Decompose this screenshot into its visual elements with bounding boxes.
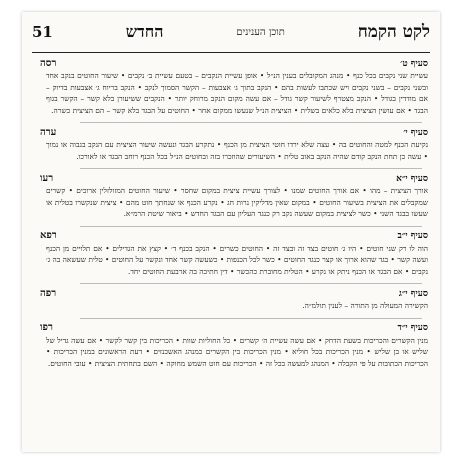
toc-section [40, 56, 428, 116]
section-entries: נקיעת הכנף למטה והחוטים בה • עצה שלא ירדו חוטי הציצית מן הכנף • נתקרע הבגד ונעשה שיעור הציצית עם הנקב בגבוה או נמוך • עשה כן תחת הנקב קודם שהיה הנקב באוב טלית • השיעורים שהוזכרו בזה ובחוטים הנ״ל בכל הכנף רוחב הבגד או לאורכו. [46, 140, 428, 161]
section-page-ref: רסה [40, 57, 57, 69]
section-page-ref: רעו [40, 172, 54, 184]
section-title: סעיף ט׳ [400, 58, 428, 69]
section-page-ref: רפה [40, 287, 57, 299]
section-page-ref: רפא [40, 230, 57, 241]
book-title-left: החדש [125, 22, 164, 41]
page-number: 51 [32, 23, 53, 41]
section-divider [80, 226, 422, 227]
section-title: סעיף י״ד [397, 323, 428, 333]
toc-section [40, 171, 428, 220]
table-of-contents [40, 56, 428, 446]
section-entries: הוה לו רק שני חוטים • היו ג׳ חוטים בצד זה ובצד זה • החוטים כשרים • הנקב בכנף ד׳ • קצץ את הגדילים • אם תלויים מן הכנף ועשה קשר • בגד שהוא ארוך או קצר כנגד החוטים • כשר לכל הכנפות • כשעשה קשר אחד ונקשר על החוטים • טלית שעשאה בה ג׳ נקבים • אם הבגד או הכנף ניתק או נקרע • הטלית מחוברת כהכשר • דין חתיכה בה ארבעת החוטים יחד. [46, 243, 428, 276]
section-entries: עשיית שני נקבים בכל כנף • מנהג המקובלים בענין הנ״ל • אופן עשיית הנקבים – בטעם עשיית ב׳ נקבים • שיעור החוטים בנקב אחד ובשני נקבים – בשני נקבים ויש שכתבו לעשות בהם • הנקב בתוך ג׳ אצבעות – הקשר הסמוך לנקב • הנקב בריוח ג׳ אצבעות בדיוק – אם מודדין בגודל • הנקב מצטרף לשיעור קשר גודל – אם עשה מקום הנקב מרוחק יותר • הנקבים ששיעורן בלא קשר – הקשר בגוף הבגד • אם עושין הציצית בלא כלאים בשלית • הציצית הנ״ל שנעשו ממקום אחר • החוטים על הבגד בלא קשר – הם הציצית כשרה. [46, 71, 428, 115]
section-title: סעיף י׳ [403, 127, 428, 138]
book-page [22, 12, 440, 452]
section-entries: אורך הציצית – מהו • אם אורך החוטים שמנו • לצורך עשיית ציצית במקום שחסר • שיעור החוטים המזולזלין ארוכים • קשרים שמקבלים את הציצית בשיעור החוטים • במקום שאין מדליקין נרות חג • נקרע הכנף או שנחתך חוט מהם • ציצית שנקשרו בטלית או שעשו בבגד השני • כשר לציצית במקום שעשה נקב רק כנגד העליון עם הבגד החדש • ביאור שיטת הרמ״א. [46, 186, 428, 218]
section-page-ref: רפו [40, 322, 53, 333]
section-page-ref: ערה [40, 126, 57, 138]
page-header [32, 12, 430, 53]
section-divider [80, 283, 422, 284]
section-entries: הקשירה המעולה מן התורה – לענין תולמ״ה. [302, 301, 428, 310]
section-divider [80, 318, 422, 319]
book-title-right: לקט הקמח [357, 22, 430, 42]
toc-section [40, 286, 428, 312]
toc-section [40, 321, 428, 370]
section-title: סעיף י״א [396, 173, 428, 184]
toc-section [40, 229, 428, 278]
section-entries: מנין הקשרים והכריכות בשעת הדחק • אם עשה עשיית ה׳ קשרים • כל החוליות שוות • הכריכות בין קשר לקשר • אם עשה גדיל של שליש או בן שליש • מנין הכריכות בכל חוליא • מנין הכריכות בין הקשרים כמנהג האשכנזים • דעת הראשונים במנין הכריכות • הכריכות הכתובות על פי הקבלה • המנהג למעשה בכל זה • הכריכות עם חוט השמש מחוקה • השם בתחתית הציצית • עובי החוטים. [46, 335, 428, 368]
toc-section [40, 125, 428, 162]
section-subtitle: תוכן הענינים [236, 26, 285, 38]
section-title: סעיף י״ג [398, 288, 428, 299]
section-divider [80, 168, 422, 169]
section-divider [80, 122, 422, 123]
section-title: סעיף י״ב [397, 231, 428, 241]
